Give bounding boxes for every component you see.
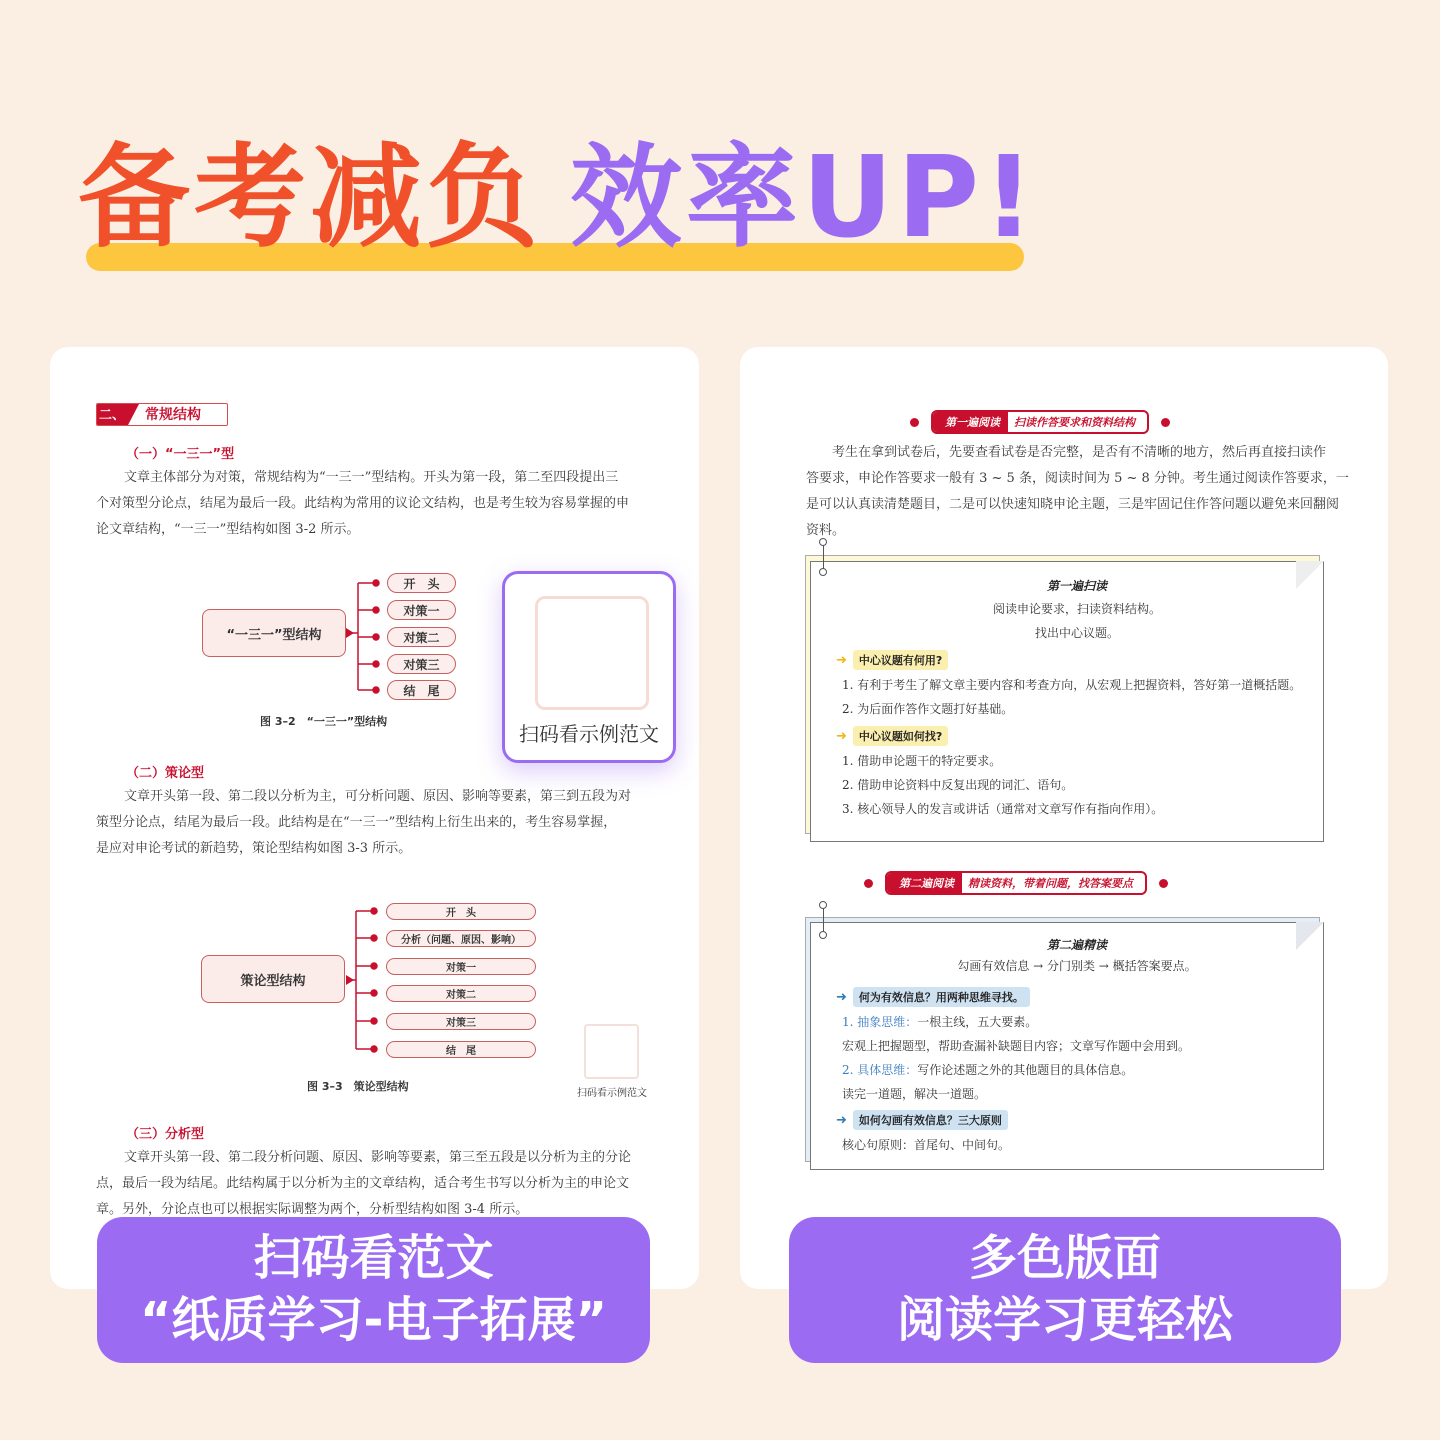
qr-code-small-icon[interactable] <box>584 1024 639 1079</box>
diagram2-node: 对策三 <box>386 1013 536 1030</box>
p3-line: 点，最后一段为结尾。此结构属于以分析为主的文章结构，适合考生书写以分析为主的申论文 <box>96 1176 630 1191</box>
headline <box>78 128 1038 268</box>
button-left-line1: 扫码看范文 <box>253 1230 494 1286</box>
band-dot-icon <box>1161 418 1170 427</box>
diagram2-node: 结 尾 <box>386 1041 536 1058</box>
q1-label: 中心议题有何用? <box>853 650 948 670</box>
subheading-2: （二）策论型 <box>126 766 205 781</box>
note1-q2-item: 1. 借助申论题干的特定要求。 <box>842 754 1002 768</box>
intro-line: 考生在拿到试卷后，先要查看试卷是否完整，是否有不清晰的地方，然后再直接扫读作 <box>832 445 1327 460</box>
figure-caption-2: 图 3–3 策论型结构 <box>307 1080 409 1093</box>
note1-center-1: 阅读申论要求，扫读资料结构。 <box>992 602 1161 616</box>
band2-right: 精读资料，带着问题，找答案要点 <box>968 877 1133 890</box>
q2-label: 如何勾画有效信息？三大原则 <box>853 1110 1008 1130</box>
pin-icon <box>819 901 827 909</box>
q1-label: 何为有效信息？用两种思维寻找。 <box>853 987 1030 1007</box>
diagram1-node: 对策三 <box>387 654 456 674</box>
band-dot-icon <box>910 418 919 427</box>
note1-q2 <box>836 725 948 746</box>
note2-a3: 核心句原则：首尾句、中间句。 <box>842 1138 1011 1152</box>
subheading-1: （一）“一三一”型 <box>126 447 235 462</box>
band2-left: 第二遍阅读 <box>887 873 962 893</box>
p2-line: 文章开头第一段、第二段以分析为主，可分析问题、原因、影响等要素，第三到五段为对 <box>124 789 632 804</box>
note1-q1-item: 2. 为后面作答作文题打好基础。 <box>842 702 1014 716</box>
note2-a2-line2: 读完一道题，解决一道题。 <box>842 1087 987 1101</box>
note2-center: 勾画有效信息 → 分门别类 → 概括答案要点。 <box>957 959 1197 973</box>
note2-a1 <box>842 1013 1037 1030</box>
diagram2-node: 对策二 <box>386 985 536 1002</box>
headline-part1: 备考减负 <box>78 133 542 263</box>
reading-band-1 <box>910 410 1170 434</box>
a1-text: 一根主线，五大要素。 <box>917 1015 1038 1029</box>
note1-q2-item: 3. 核心领导人的发言或讲话（通常对文章写作有指向作用）。 <box>842 802 1164 816</box>
p3-line: 章。另外，分论点也可以根据实际调整为两个，分析型结构如图 3-4 所示。 <box>96 1202 529 1217</box>
arrow-right-icon: ➜ <box>836 1113 847 1128</box>
diagram1-node: 对策一 <box>387 600 456 620</box>
button-left-line2: “纸质学习-电子拓展” <box>139 1292 608 1348</box>
band1-left: 第一遍阅读 <box>933 412 1008 432</box>
diagram2-root: 策论型结构 <box>201 955 345 1003</box>
right-intro <box>806 440 1349 544</box>
diagram2-node: 分析（问题、原因、影响） <box>386 930 536 947</box>
intro-line: 是可以认真读清楚题目，二是可以快速知晓申论主题，三是牢固记住作答问题以避免来回翻阅 <box>806 497 1340 512</box>
p2-line: 策型分论点，结尾为最后一段。此结构是在“一三一”型结构上衍生出来的，考生容易掌握， <box>96 815 617 830</box>
diagram2-connectors <box>340 900 390 1060</box>
headline-part2: 效率UP! <box>570 133 1039 263</box>
multicolor-layout-button[interactable] <box>789 1217 1341 1363</box>
paragraph-1 <box>96 465 666 543</box>
figure-caption-1: 图 3–2 “一三一”型结构 <box>260 715 388 728</box>
note2-title: 第二遍精读 <box>1046 938 1107 952</box>
p2-line: 是应对申论考试的新趋势，策论型结构如图 3-3 所示。 <box>96 841 412 856</box>
band1-right: 扫读作答要求和资料结构 <box>1014 416 1135 429</box>
p1-line: 个对策型分论点，结尾为最后一段。此结构为常用的议论文结构，也是考生较为容易掌握的申 <box>96 496 630 511</box>
section-number: 二、 <box>97 404 127 426</box>
band-dot-icon <box>864 879 873 888</box>
band-dot-icon <box>1159 879 1168 888</box>
button-right-line1: 多色版面 <box>968 1230 1161 1286</box>
p1-line: 文章主体部分为对策，常规结构为“一三一”型结构。开头为第一段，第二至四段提出三 <box>124 470 619 485</box>
paragraph-2 <box>96 784 666 862</box>
diagram1-node: 结 尾 <box>387 680 456 700</box>
a2-label: 2. 具体思维： <box>842 1063 918 1077</box>
a2-text: 写作论述题之外的其他题目的具体信息。 <box>917 1063 1134 1077</box>
intro-line: 资料。 <box>806 523 846 538</box>
note1-title: 第一遍扫读 <box>1046 579 1107 593</box>
intro-line: 答要求，申论作答要求一般有 3 ~ 5 条，阅读时间为 5 ~ 8 分钟。考生通过阅读作答要求，一 <box>806 471 1349 486</box>
diagram1-node: 开 头 <box>387 573 456 593</box>
note1-q1-item: 1. 有利于考生了解文章主要内容和考查方向，从宏观上把握资料，答好第一道概括题。 <box>842 678 1302 692</box>
p1-line: 论文章结构，“一三一”型结构如图 3-2 所示。 <box>96 522 360 537</box>
p3-line: 文章开头第一段、第二段分析问题、原因、影响等要素，第三至五段是以分析为主的分论 <box>124 1150 632 1165</box>
scan-example-button[interactable] <box>97 1217 650 1363</box>
arrow-right-icon: ➜ <box>836 990 847 1005</box>
note2-q1 <box>836 986 1030 1007</box>
note1-center-2: 找出中心议题。 <box>1034 626 1119 640</box>
arrow-right-icon: ➜ <box>836 653 847 668</box>
diagram1-connectors <box>340 570 390 700</box>
a1-label: 1. 抽象思维： <box>842 1015 918 1029</box>
note2-a2 <box>842 1061 1133 1078</box>
diagram1-root: “一三一”型结构 <box>202 609 346 657</box>
diagram2-node: 对策一 <box>386 958 536 975</box>
reading-band-2 <box>864 871 1168 895</box>
subheading-3: （三）分析型 <box>126 1127 205 1142</box>
paragraph-3 <box>96 1145 666 1223</box>
note1-q2-item: 2. 借助申论资料中反复出现的词汇、语句。 <box>842 778 1074 792</box>
q2-label: 中心议题如何找? <box>853 726 948 746</box>
note2-a1-line2: 宏观上把握题型，帮助查漏补缺题目内容；文章写作题中会用到。 <box>842 1039 1191 1053</box>
diagram1-node: 对策二 <box>387 627 456 647</box>
button-right-line2: 阅读学习更轻松 <box>896 1292 1233 1348</box>
qr-label-large: 扫码看示例范文 <box>519 722 659 746</box>
pin-icon <box>819 568 827 576</box>
note2-q2 <box>836 1109 1008 1130</box>
qr-code-icon <box>535 596 649 710</box>
diagram2-node: 开 头 <box>386 903 536 920</box>
qr-label-small: 扫码看示例范文 <box>577 1088 647 1099</box>
pin-icon <box>819 538 827 546</box>
qr-card-large[interactable] <box>502 571 676 763</box>
section-tag <box>96 403 228 426</box>
note1-q1 <box>836 649 948 670</box>
arrow-right-icon: ➜ <box>836 729 847 744</box>
section-title: 常规结构 <box>145 407 201 423</box>
